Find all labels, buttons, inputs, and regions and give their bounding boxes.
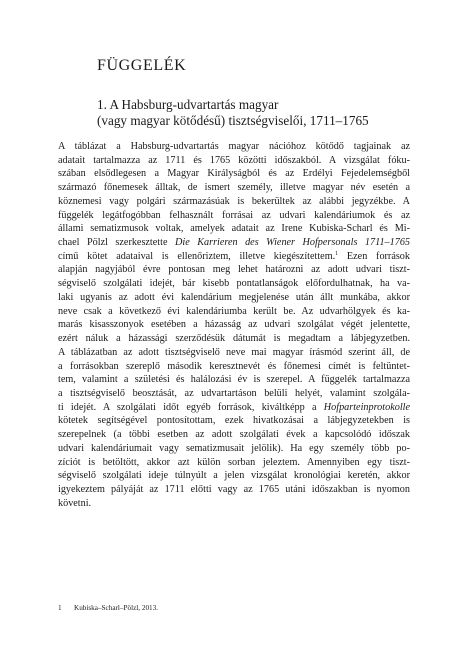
body-line [58, 497, 410, 511]
footnote [58, 603, 410, 613]
body-line [58, 414, 410, 428]
body-line [58, 442, 410, 456]
footnote-number: 1 [58, 604, 62, 612]
body-line-text: ségviselő szolgálati idejét, bár kisebb pontatlanságok előfordulhatnak, ha va- [58, 278, 410, 290]
body-line [58, 195, 410, 209]
body-line [58, 277, 410, 291]
body-line [58, 360, 410, 374]
body-line [58, 318, 410, 332]
body-line-text: adatait tartalmazza az 1711 és 1765 közötti időszakból. A vizsgálat fóku- [58, 154, 410, 166]
body-line [58, 387, 410, 401]
body-line-text: marás kisasszonyok esetében a házasság az udvari szolgálat végét jelentette, [58, 319, 410, 331]
body-line [58, 209, 410, 223]
body-line-text: a forrásokban szereplő második keresztnevét és főnemesi címét is feltüntet- [58, 360, 410, 372]
body-line-italic-title: Die Karrieren des Wiener Hofpersonals 1711–1765 [175, 237, 411, 249]
body-line-text: című kötet adataival is ellenőriztem, illetve kiegészítettem. [58, 250, 336, 262]
body-line [58, 469, 410, 483]
body-line-text: udvari kalendáriumait vagy sematizmusait jelölik). Ha egy személy több po- [58, 442, 410, 454]
appendix-title: FÜGGELÉK [97, 57, 187, 74]
body-line-text: ségviselő szolgálati ideje túlnyúlt a jelen vizsgálat kronológiai keretén, akkor [58, 470, 410, 482]
section-heading-line-2: (vagy magyar kötődésű) tisztségviselői, 1711–1765 [97, 113, 369, 128]
body-line-text: laki ugyanis az adott évi kalendárium megjelenése után állt munkába, akkor [58, 291, 410, 303]
body-line-italic-title: Hofparteinprotokolle [323, 401, 411, 413]
body-line-text-continued: Ezen források [338, 250, 410, 262]
body-line-text: állami sematizmusok voltak, amelyek adatait az Irene Kubiska-Scharl és Mi- [58, 223, 410, 235]
body-line [58, 140, 410, 154]
section-heading-line-1: 1. A Habsburg-udvartartás magyar [97, 97, 279, 112]
body-line-text: függelék legátfogóbban felhasznált forrásai az udvari kalendáriumok és az [58, 209, 410, 221]
body-line [58, 250, 410, 264]
body-line-text: zíciót is betöltött, akkor azt külön sorban jeleztem. Amennyiben egy tiszt- [58, 456, 410, 468]
body-line [58, 167, 410, 181]
body-line [58, 263, 410, 277]
body-line-text: A táblázat a Habsburg-udvartartás magyar nációhoz kötődő tagjainak az [58, 141, 410, 152]
body-line [58, 346, 410, 360]
body-line-text: A táblázatban az adott tisztségviselő neve mai magyar írásmód szerint áll, de [58, 346, 410, 358]
footnote-reference[interactable]: 1 [335, 250, 339, 257]
body-line [58, 401, 410, 415]
body-line [58, 222, 410, 236]
footnote-text: Kubiska–Scharl–Pölzl, 2013. [74, 604, 159, 612]
body-line-text: igyekeztem pályáját az 1711 előtti vagy az 1765 utáni időszakban is nyomon [58, 483, 410, 495]
body-paragraph [58, 140, 410, 510]
body-line [58, 373, 410, 387]
body-line [58, 154, 410, 168]
body-line-text: köznemesi vagy polgári származásúak is bekerültek az alábbi jegyzékbe. A [58, 195, 410, 207]
body-line-text: ezért náluk a házassági szerződésük dátumát is megadtam a lábjegyzetben. [58, 333, 410, 345]
body-line-text: a tisztségviselő beosztását, az udvartartáson belüli helyét, valamint szolgála- [58, 387, 410, 399]
body-line [58, 236, 410, 250]
body-line [58, 181, 410, 195]
body-line [58, 428, 410, 442]
body-line [58, 456, 410, 470]
body-line [58, 305, 410, 319]
body-line-text: neve csak a következő évi kalendáriumba került be. Az udvarhölgyek és ka- [58, 305, 410, 317]
body-line-text: szerepelnek (a többi esetben az adott szolgálati évek a kapcsolódó időszak [58, 429, 410, 441]
body-line [58, 291, 410, 305]
body-line-text: követni. [58, 497, 92, 509]
section-heading [97, 97, 417, 129]
body-line-text: származó főnemesek álltak, de ismert személy, illetve magyar név esetén a [58, 182, 410, 194]
body-line-text: kötetek segítségével pontosítottam, ezek hivatkozásai a lábjegyzetekben is [58, 415, 410, 427]
body-line-text: szában elsődlegesen a Magyar Királyságból és az Erdélyi Fejedelemségből [58, 168, 410, 180]
body-line-text: chael Pölzl szerkesztette [58, 237, 168, 249]
body-line-text: tem, valamint a születési és halálozási év is szerepel. A függelék tartalmazza [58, 374, 410, 386]
body-line [58, 483, 410, 497]
body-line [58, 332, 410, 346]
body-line-text: ti idejét. A szolgálati időt egyéb források, kiváltképp a [58, 401, 317, 413]
body-line-text: alapján nagyjából évre pontosan meg lehet határozni az adott udvari tiszt- [58, 264, 410, 276]
